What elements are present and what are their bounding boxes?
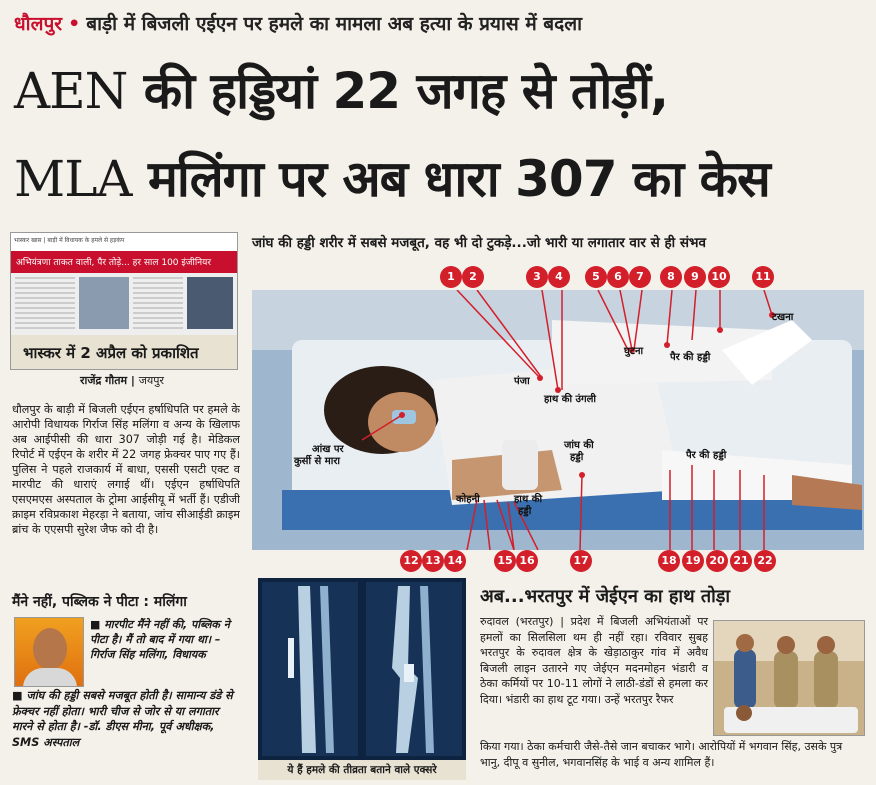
kicker-text: बाड़ी में बिजली एईएन पर हमले का मामला अब हत्या के प्रयास में बदला [86, 13, 583, 35]
byline-name: राजेंद्र गौतम [80, 374, 128, 387]
clipping-photo [187, 277, 233, 329]
label-leg-bone-top: पैर की हड्डी [670, 352, 711, 363]
earlier-clipping [10, 232, 238, 370]
fracture-marker: 1 [440, 266, 462, 288]
clipping-body [11, 273, 237, 335]
clipping-caption: भास्कर में 2 अप्रैल को प्रकाशित [11, 335, 237, 369]
clipping-top-text: भास्कर खास | बाड़ी में विधायक के हमले से हड़कंप [11, 233, 237, 251]
fracture-marker: 7 [629, 266, 651, 288]
fracture-marker: 8 [660, 266, 682, 288]
label-leg-bone-bottom: पैर की हड्डी [686, 450, 727, 461]
fracture-marker: 19 [682, 550, 704, 572]
clipping-band: अभियंत्रणा ताकत वाली, पैर तोड़े... हर साल 100 इंजीनियर [11, 251, 237, 273]
headline-line-2-text: मलिंगा पर अब धारा 307 का केस [147, 150, 770, 208]
label-finger: हाथ की उंगली [544, 394, 597, 405]
fracture-marker: 16 [516, 550, 538, 572]
mla-face [33, 628, 67, 670]
label-hand-bone-1: हाथ की [514, 494, 543, 505]
bharatpur-photo [713, 620, 865, 736]
fracture-marker: 2 [462, 266, 484, 288]
byline-location: जयपुर [138, 374, 165, 387]
fracture-marker: 17 [570, 550, 592, 572]
kicker-place: धौलपुर [14, 13, 63, 35]
bharatpur-paragraph-1: रुदावल (भरतपुर) | प्रदेश में बिजली अभियंताओं पर हमलों का सिलसिला थम ही नहीं रहा। रविवार सुबह भरतपुर के रुदावल क्षेत्र के खेड़ाठाकुर गांव में अवैध बिजली लाइन उतारने गए जेईएन मदनमोहन भंडारी व ठेका कर्मियों पर 10-11 लोगों ने लाठी-डंडों से हमला कर दिया। भंडारी का हाथ टूट गया। उन्हें भरतपुर रैफर [480, 615, 708, 706]
fracture-marker: 6 [607, 266, 629, 288]
hospital-photo [252, 290, 864, 550]
fracture-marker: 22 [754, 550, 776, 572]
fracture-marker: 10 [708, 266, 730, 288]
xray-drawing [258, 578, 466, 760]
byline: राजेंद्र गौतम | जयपुर [80, 374, 165, 387]
top-marker-row [252, 266, 864, 290]
fracture-marker: 4 [548, 266, 570, 288]
label-hand-bone-2: हड्डी [518, 506, 532, 517]
callout-lines [252, 290, 864, 550]
fracture-marker: 9 [684, 266, 706, 288]
fracture-marker: 11 [752, 266, 774, 288]
mla-suit [23, 668, 77, 687]
headline-line-1-text: की हड्डियां 22 जगह से तोड़ीं, [143, 62, 669, 120]
mla-quote: ■ मारपीट मैंने नहीं की, पब्लिक ने पीटा है। मैं तो बाद में गया था। – गिर्राज सिंह मलिंगा, विधायक [90, 618, 230, 661]
fracture-marker: 5 [585, 266, 607, 288]
headline-line-1 [14, 60, 864, 122]
label-thigh-2: हड्डी [570, 452, 584, 463]
xray-image [258, 578, 466, 760]
bharatpur-heading: अब...भरतपुर में जेईएन का हाथ तोड़ा [480, 586, 731, 607]
kicker-dot: • [68, 13, 81, 35]
clipping-column [15, 277, 75, 329]
mla-box-heading: मैंने नहीं, पब्लिक ने पीटा : मलिंगा [12, 594, 187, 610]
kicker-line [14, 10, 864, 36]
clipping-column [133, 277, 183, 329]
bharatpur-photo-drawing [714, 621, 865, 736]
label-eye: आंख पर [312, 444, 344, 455]
fracture-marker: 20 [706, 550, 728, 572]
headline-mla: MLA [14, 150, 132, 208]
fracture-marker: 14 [444, 550, 466, 572]
fracture-marker: 12 [400, 550, 422, 572]
fracture-marker: 3 [526, 266, 548, 288]
fracture-marker: 15 [494, 550, 516, 572]
label-elbow: कोहनी [456, 494, 480, 505]
label-eye-2: कुर्सी से मारा [294, 456, 341, 467]
bottom-marker-row [252, 550, 864, 574]
xray-caption: ये हैं हमले की तीव्रता बताने वाले एक्सरे [258, 760, 466, 780]
mla-photo [14, 617, 84, 687]
story-paragraph: धौलपुर के बाड़ी में बिजली एईएन हर्षाधिपति पर हमले के आरोपी विधायक गिर्राज सिंह मलिंगा व अन्य के खिलाफ अब आईपीसी की धारा 307 जोड़ी गई है। मेडिकल रिपोर्ट में एईएन के शरीर में 22 जगह फ्रेक्चर पाए गए हैं। पुलिस ने पहले राजकार्य में बाधा, एससी एसटी एक्ट व मारपीट की धाराएं लगाई थीं। एईएन हर्षाधिपति एसएमएस अस्पताल के ट्रोमा आईसीयू में भर्ती हैं। एडीजी क्राइम रविप्रकाश मेहरड़ा ने बताया, जांच सीआईडी क्राइम ब्रांच के एएसपी सुरेश जैफ को दी है। [12, 403, 240, 536]
label-thigh-1: जांघ की [564, 440, 594, 451]
label-claw: पंजा [514, 376, 530, 387]
headline-aen: AEN [14, 62, 128, 120]
fracture-marker: 21 [730, 550, 752, 572]
doctor-quote: ■ जांघ की हड्डी सबसे मजबूत होती है। सामान्य डंडे से फ्रेक्चर नहीं होता। भारी चीज से जोर से या लगातार मारने से होता है। -डॉ. डीएस मीना, पूर्व अधीक्षक, SMS अस्पताल [12, 689, 233, 749]
clipping-photo [79, 277, 129, 329]
headline-line-2 [14, 148, 864, 210]
photo-caption: जांघ की हड्डी शरीर में सबसे मजबूत, वह भी दो टुकड़े...जो भारी या लगातार वार से ही संभव [252, 235, 706, 251]
fracture-marker: 18 [658, 550, 680, 572]
bharatpur-paragraph-2: किया गया। ठेका कर्मचारी जैसे-तैसे जान बचाकर भागे। आरोपियों में भगवान सिंह, उसके पुत्र भानु, दीपू व सुनील, भगवानसिंह के भाई व अन्य शामिल हैं। [480, 740, 843, 769]
label-knee: घुटना [624, 346, 644, 357]
label-ankle: टखना [772, 312, 794, 323]
fracture-marker: 13 [422, 550, 444, 572]
